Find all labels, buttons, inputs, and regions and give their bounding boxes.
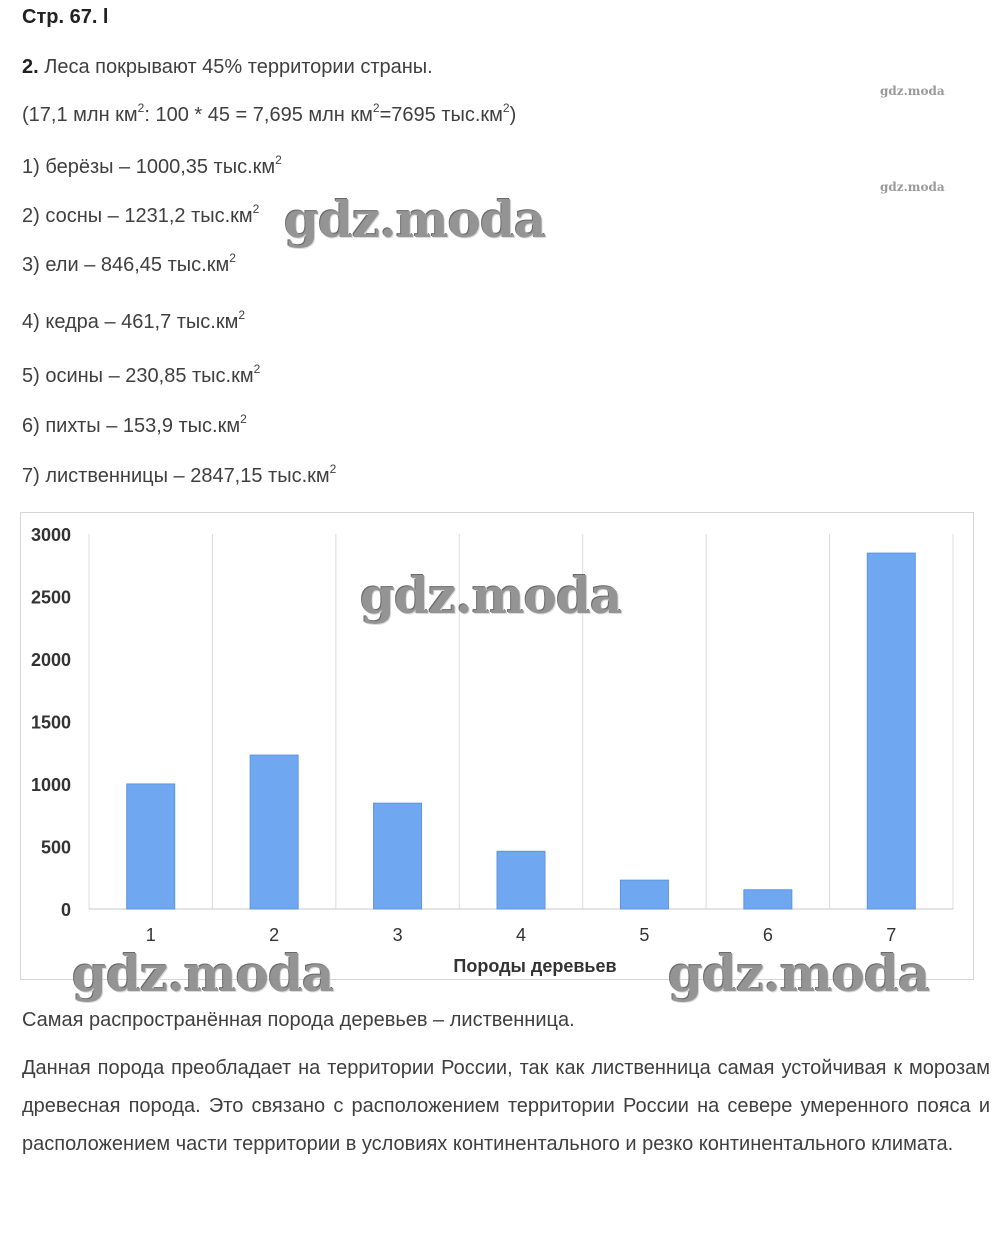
y-tick-label: 2000 [30,650,71,670]
list-item-text: 7) лиственницы – 2847,15 тыс.км [22,465,330,487]
calc-part: ) [509,104,517,126]
list-item [22,462,337,488]
bar [250,755,298,909]
x-axis-title: Породы деревьев [453,956,617,976]
y-tick-label: 2500 [30,587,71,608]
task-number: 2. [22,56,39,78]
list-item-text: 5) осины – 230,85 тыс.км [22,365,254,387]
superscript: 2 [372,101,380,115]
conclusion-text: Самая распространённая порода деревьев – лиственница. [22,1009,575,1031]
y-tick-label: 1000 [30,775,71,795]
x-tick-label: 7 [886,925,897,945]
list-item-text: 2) сосны – 1231,2 тыс.км [22,205,253,227]
list-item-text: 1) берёзы – 1000,35 тыс.км [22,156,276,178]
list-item [22,308,246,334]
list-item-text: 6) пихты – 153,9 тыс.км [22,415,241,437]
chart-svg [21,513,973,979]
page-header: Стр. 67. l [22,6,109,28]
y-tick-label: 3000 [30,525,71,545]
y-tick-label: 500 [40,837,71,858]
superscript: 2 [275,153,282,167]
calc-part: =7695 тыс.км [379,104,503,126]
superscript: 2 [252,202,260,216]
calc-part: : 100 * 45 = 7,695 млн км [144,104,373,126]
superscript: 2 [253,362,261,376]
list-item [22,153,282,179]
watermark-small: gdz.moda [880,84,945,98]
superscript: 2 [329,462,337,476]
watermark: gdz.moda [360,566,622,625]
explanation-text: Данная порода преобладает на территории России, так как лиственница самая устойчивая к морозам древесная порода. Это связано с расположением территории России на севере умеренного пояса и расположением части территории в условиях континентального и резко континентального климата. [22,1057,990,1155]
x-tick-label: 6 [762,925,773,945]
calculation-line [22,101,517,127]
x-tick-label: 5 [639,925,650,945]
list-item [22,202,260,228]
bar [127,784,175,909]
x-tick-label: 4 [515,925,527,945]
watermark-small: gdz.moda [880,180,945,194]
list-item-text: 3) ели – 846,45 тыс.км [22,254,230,276]
bar [497,851,545,909]
watermark: gdz.moda [284,190,546,249]
list-item [22,412,247,438]
superscript: 2 [502,101,510,115]
x-tick-label: 3 [392,925,403,945]
bar [744,890,792,909]
watermark: gdz.moda [668,944,930,1003]
y-tick-label: 1500 [30,712,71,733]
list-item-text: 4) кедра – 461,7 тыс.км [22,311,239,333]
x-tick-label: 1 [145,925,156,945]
superscript: 2 [238,308,246,322]
bar [620,880,668,909]
bar [867,553,915,909]
list-item [22,362,261,388]
superscript: 2 [229,251,236,265]
y-tick-label: 0 [60,900,71,920]
superscript: 2 [137,101,145,115]
watermark: gdz.moda [72,944,334,1003]
task-statement [22,56,433,79]
task-text: Леса покрывают 45% территории страны. [44,56,433,78]
x-tick-label: 2 [269,925,280,945]
list-item [22,251,236,277]
superscript: 2 [240,412,247,426]
bar [374,803,422,909]
bar-chart [20,512,974,980]
calc-part: (17,1 млн км [22,104,138,126]
